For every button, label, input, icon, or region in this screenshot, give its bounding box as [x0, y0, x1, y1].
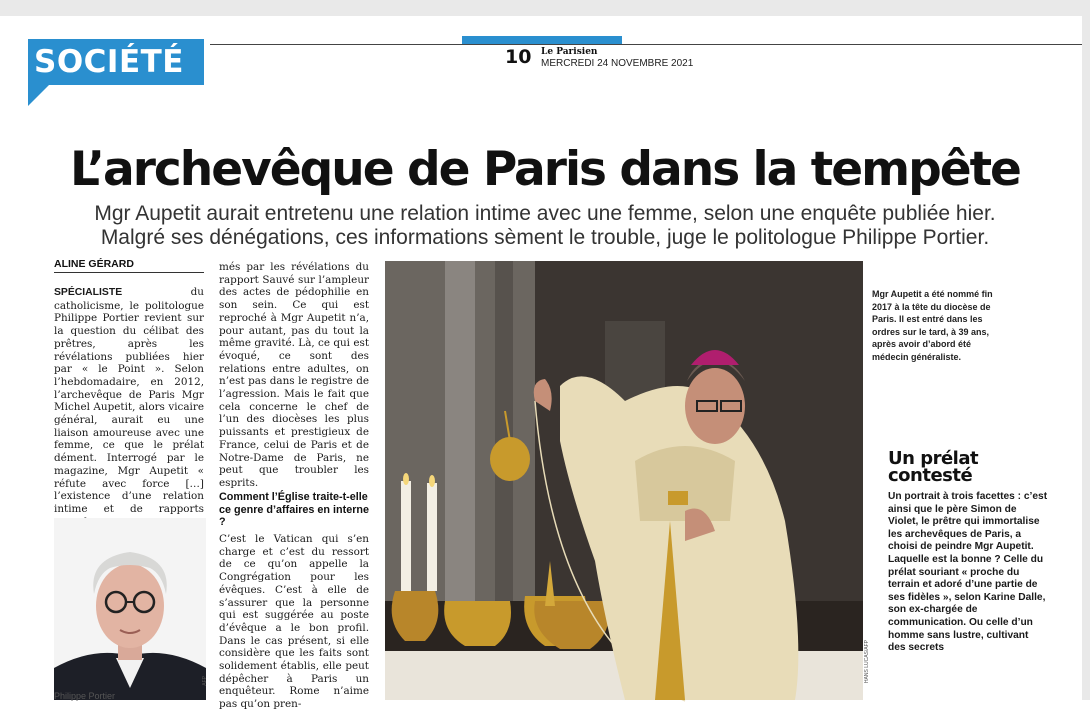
- article-column-2: més par les révélations du rapport Sauvé sur l’ampleur des actes de pédophilie en son sein. Ce qui est reproché à Mgr Aupetit n’a, pour autant, pas du tout la même gravité. Là, ce qui est évoqué, ce sont des relations entre adultes, on n’est pas dans le registre de l’agression. Mais le fait que cela concerne le chef de l’un des diocèses les plus puissants et prestigieux de France, celui de Paris et de Notre-Dame de Paris, ne peut que troubler les esprits.: [219, 261, 369, 489]
- section-tag-notch: [28, 84, 50, 106]
- archbishop-mass-illustration: [385, 261, 863, 700]
- lead-word: SPÉCIALISTE: [54, 287, 123, 298]
- photo-credit: HANS LUCAS/AFP: [864, 640, 870, 684]
- column-1-text: du catholicisme, le politologue Philippe Portier revient sur la question du célibat des prêtres, après les révélations publiées hier par « le Point ». Selon l’hebdomadaire, en 2012, l’archevêque de Paris Mgr Michel Aupetit, alors vicaire général, aurait eu une liaison amoureuse avec une femme, ce que le prélat dément. Interrogé par le magazine, Mgr Aupetit « réfute avec force […] l’existence d’une relation intime et de rapports: [54, 286, 204, 515]
- byline: ALINE GÉRARD: [54, 258, 204, 273]
- photo-caption: Mgr Aupetit a été nommé fin 2017 à la tête du diocèse de Paris. Il est entré dans les ordres sur le tard, à 39 ans, après avoir d’abord été médecin généraliste.: [872, 289, 993, 362]
- sidebar-text: Un portrait à trois facettes : c’est ainsi que le père Simon de Violet, le prêtre qui immortalise les archevêques de Paris, a choisi de peindre Mgr Aupetit. Laquelle est la bonne ? Celle du prélat souriant « proche du terrain et adoré d’une partie de ses fidèles », selon Karine Dalle, son ex-chargée de communication. Ou celle d’un homme sans lustre, cultivant des secrets: [888, 491, 1048, 654]
- portrait-caption: Philippe Portier: [54, 691, 116, 701]
- portrait-credit: AFP: [202, 676, 208, 686]
- publication-date: MERCREDI 24 NOVEMBRE 2021: [541, 58, 694, 69]
- article-column-1: [54, 286, 204, 528]
- viewer-right-edge: [1082, 0, 1090, 700]
- deck-line-2: Malgré ses dénégations, ces informations sèment le trouble, juge le politologue Philippe Portier.: [100, 226, 990, 249]
- portrait-illustration: [54, 518, 206, 700]
- viewer-top-bar: [0, 0, 1090, 16]
- deck: [0, 202, 1090, 250]
- headline: L’archevêque de Paris dans la tempête: [70, 142, 1020, 197]
- section-tag: SOCIÉTÉ: [28, 39, 204, 85]
- article-column-2-answer: C’est le Vatican qui s’en charge et c’est du ressort de ce qu’on appelle la Congrégation pour les évêques. C’est à elle de s’assurer que la personne qui est suggérée au poste d’évêque a le bon profil. Dans le cas présent, si elle considère que les faits sont solidement établis, elle peut dépêcher à Paris un enquêteur. Rome n’aime pas qu’on pren-: [219, 533, 369, 711]
- newspaper-name: Le Parisien: [541, 47, 598, 57]
- header-accent-bar: [462, 36, 622, 44]
- sidebar-title: Un prélat contesté: [888, 448, 979, 486]
- page-number: 10: [505, 46, 532, 68]
- main-photo: [385, 261, 863, 700]
- portrait-photo: [54, 518, 206, 700]
- deck-line-1: Mgr Aupetit aurait entretenu une relation intime avec une femme, selon une enquête publiée hier.: [94, 202, 996, 225]
- page-header-rule: [210, 44, 1082, 45]
- interview-question: Comment l’Église traite-t-elle ce genre d’affaires en interne ?: [219, 491, 370, 528]
